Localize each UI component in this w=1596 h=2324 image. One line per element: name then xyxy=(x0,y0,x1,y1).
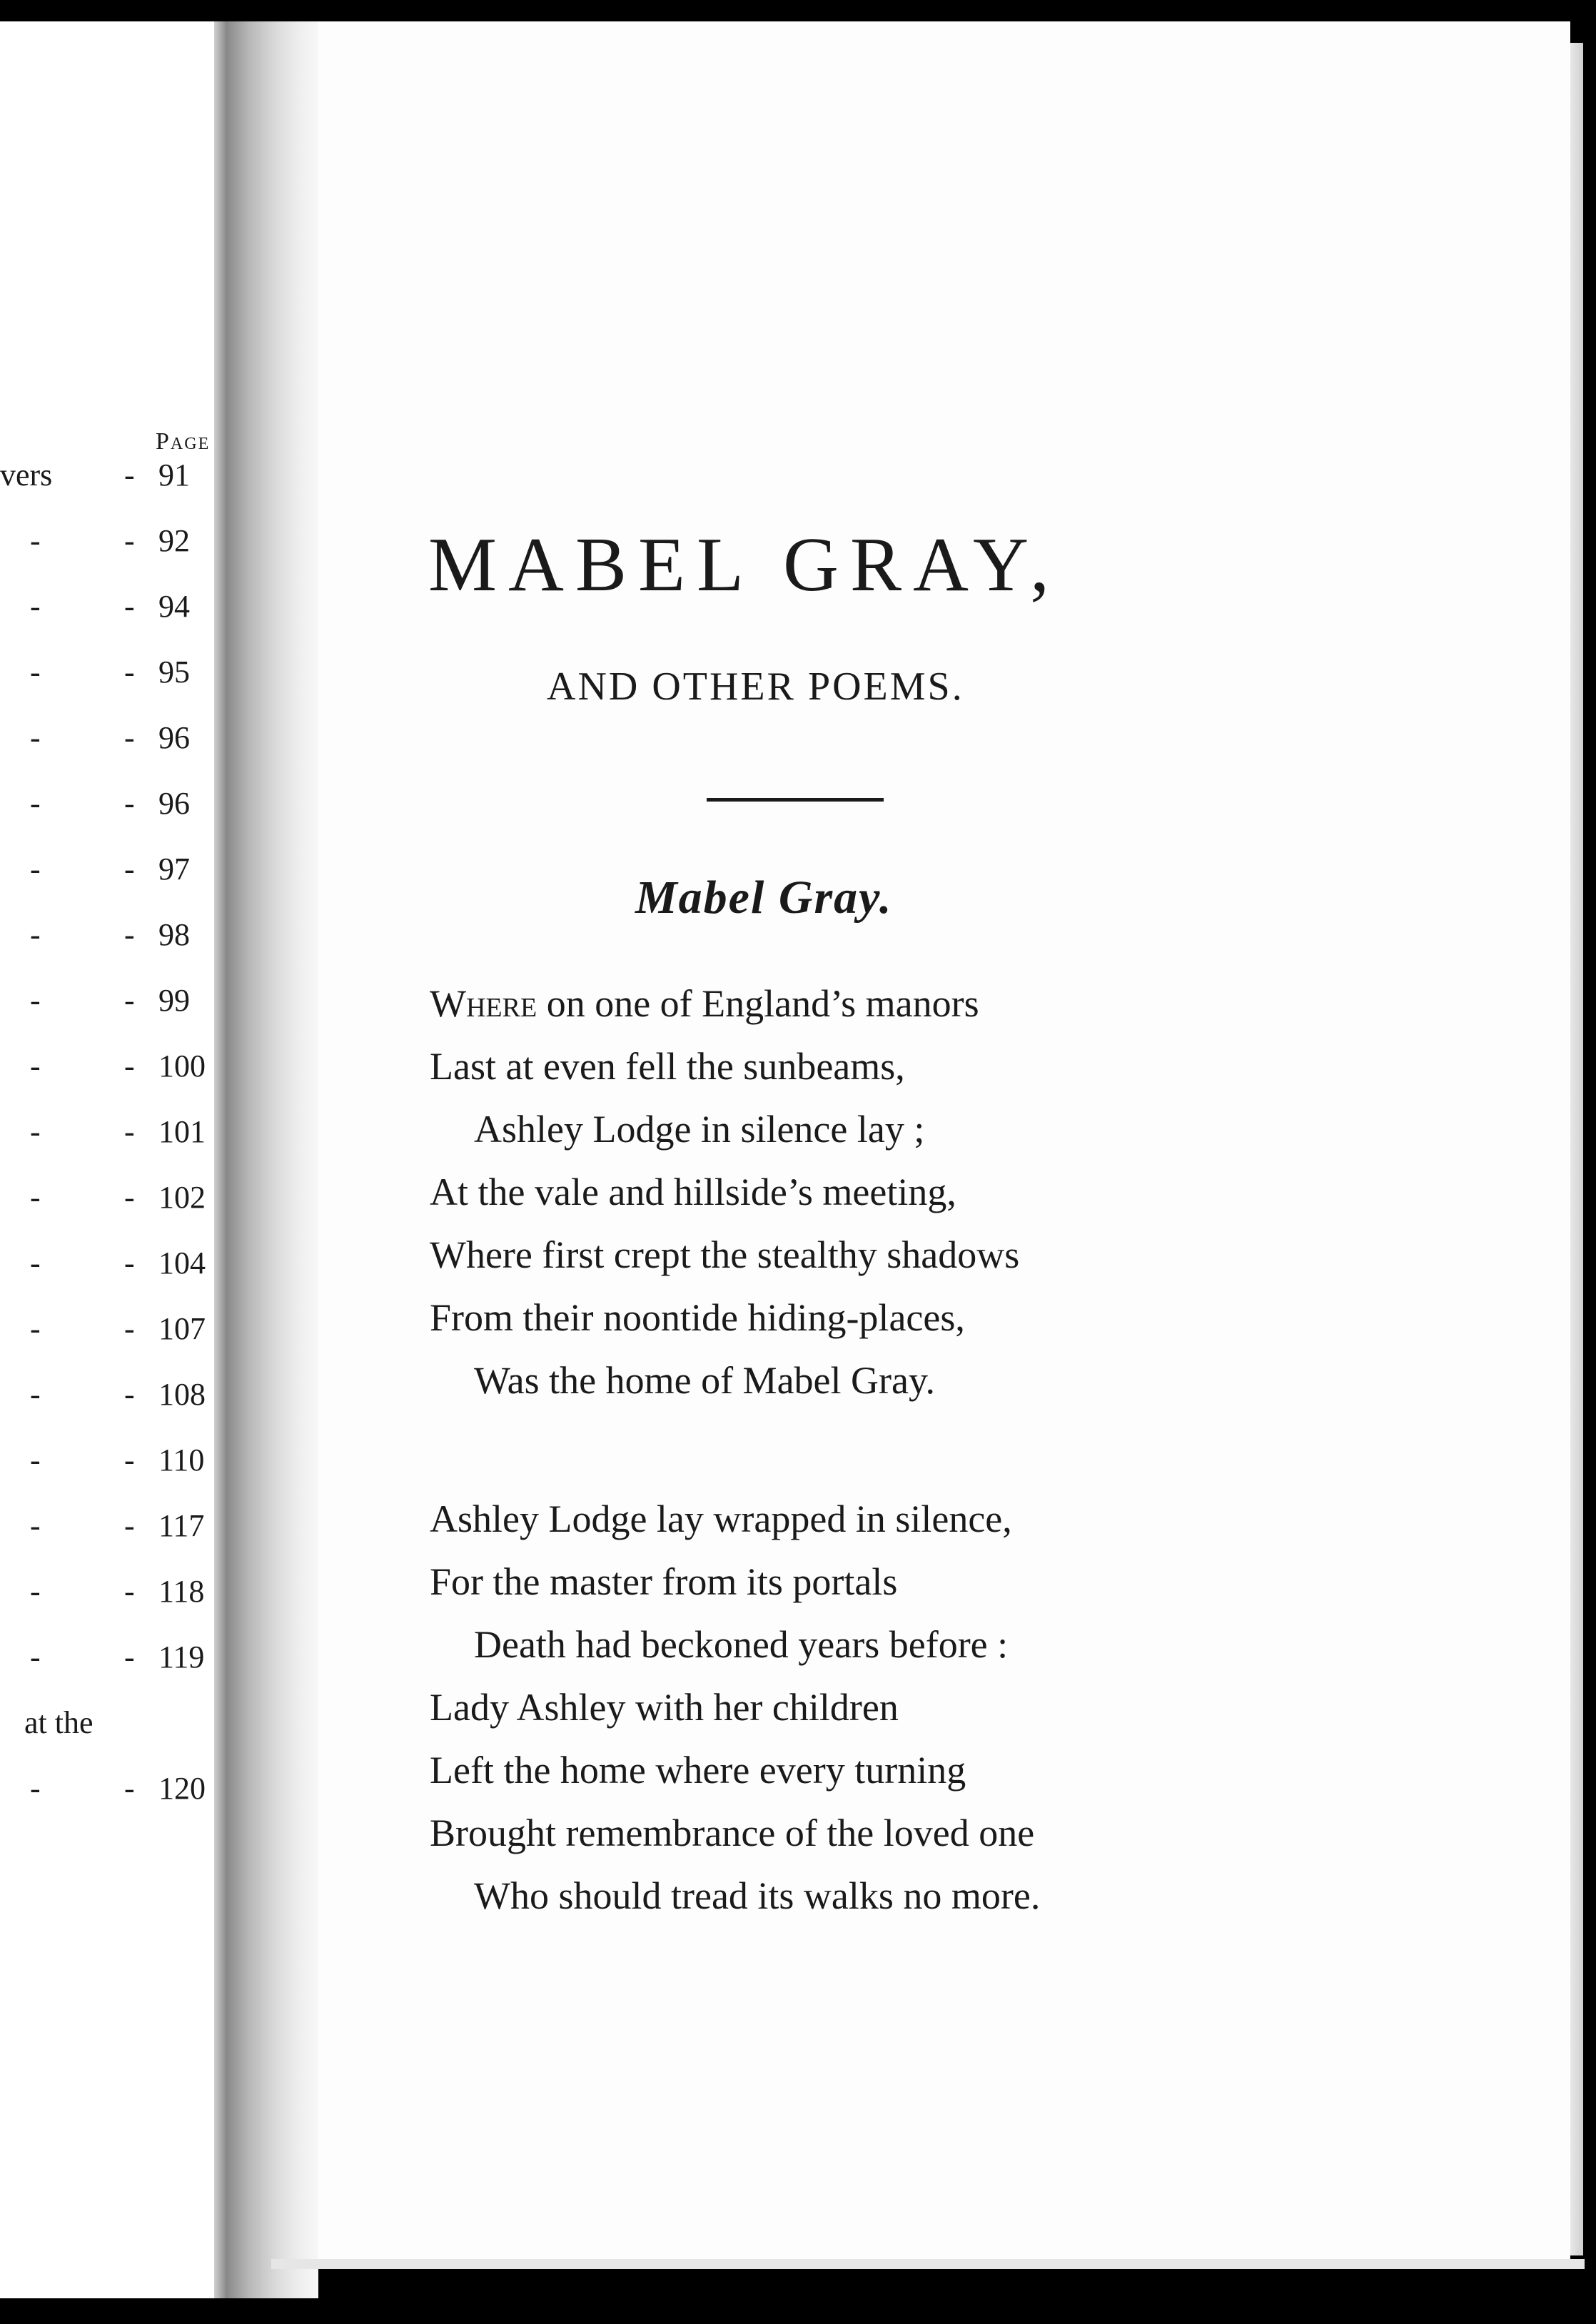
toc-row xyxy=(0,1376,227,1419)
verse-line xyxy=(430,1170,956,1214)
toc-row xyxy=(0,654,227,697)
toc-page-number: 108 xyxy=(158,1377,206,1412)
book-title: MABEL GRAY, xyxy=(428,522,1061,607)
toc-leader: - xyxy=(124,589,135,624)
toc-leader: - xyxy=(124,655,135,689)
toc-leader: - xyxy=(30,1443,41,1477)
title-divider xyxy=(707,798,884,802)
toc-leader: - xyxy=(124,983,135,1018)
toc-page-number: 96 xyxy=(158,786,190,821)
toc-page-number: 96 xyxy=(158,720,190,755)
verse-line xyxy=(474,1107,924,1151)
toc-page-number: 117 xyxy=(158,1508,205,1543)
toc-leader: - xyxy=(30,786,41,821)
toc-leader: - xyxy=(124,1246,135,1280)
verse-line xyxy=(474,1874,1040,1918)
toc-leader: - xyxy=(30,1180,41,1215)
verse-line xyxy=(430,1560,897,1604)
toc-page-number: 118 xyxy=(158,1574,205,1609)
toc-leader: - xyxy=(30,1114,41,1149)
toc-leader: - xyxy=(124,917,135,952)
toc-row xyxy=(0,1048,227,1091)
verse-line xyxy=(430,1748,966,1792)
toc-page-number: 97 xyxy=(158,852,190,886)
toc-page-number: 119 xyxy=(158,1640,205,1674)
toc-leader: - xyxy=(124,720,135,755)
toc-leader: - xyxy=(124,1311,135,1346)
toc-row xyxy=(0,1442,227,1485)
toc-row xyxy=(0,1704,227,1747)
toc-page-number: 98 xyxy=(158,917,190,952)
verse-text: Death had beckoned years before : xyxy=(474,1623,1009,1666)
verse-text: Left the home where every turning xyxy=(430,1749,966,1792)
toc-leader: - xyxy=(124,1049,135,1083)
toc-row xyxy=(0,1770,227,1813)
toc-row xyxy=(0,851,227,894)
toc-leader: - xyxy=(124,1443,135,1477)
verse-line xyxy=(430,981,979,1026)
verse-text: From their noontide hiding-places, xyxy=(430,1296,965,1339)
verse-text: Ashley Lodge lay wrapped in silence, xyxy=(430,1497,1012,1540)
poem-title: Mabel Gray. xyxy=(635,872,893,924)
toc-row xyxy=(0,522,227,565)
toc-page-number: 92 xyxy=(158,523,190,558)
verse-text: Was the home of Mabel Gray. xyxy=(474,1359,935,1402)
toc-page-number: 91 xyxy=(158,458,190,492)
toc-row xyxy=(0,1573,227,1616)
toc-leader: - xyxy=(124,1180,135,1215)
toc-leader: - xyxy=(124,1771,135,1806)
toc-page-number: 94 xyxy=(158,589,190,624)
toc-row xyxy=(0,1245,227,1288)
toc-leader: - xyxy=(124,786,135,821)
verse-text: Where first crept the stealthy shadows xyxy=(430,1233,1020,1276)
toc-page-number: 101 xyxy=(158,1114,206,1149)
verse-text: on one of England’s manors xyxy=(537,982,979,1025)
toc-leader: - xyxy=(30,1246,41,1280)
toc-page-number: 99 xyxy=(158,983,190,1018)
toc-row xyxy=(0,785,227,828)
verse-text: At the vale and hillside’s meeting, xyxy=(430,1171,956,1213)
toc-leader: - xyxy=(124,1574,135,1609)
toc-leader: - xyxy=(30,1574,41,1609)
verse-line xyxy=(474,1358,935,1403)
verse-line xyxy=(430,1811,1034,1855)
toc-leader: - xyxy=(30,1311,41,1346)
toc-row xyxy=(0,916,227,959)
toc-leader: - xyxy=(30,1640,41,1674)
toc-leader: - xyxy=(124,1508,135,1543)
toc-leader: - xyxy=(30,720,41,755)
verse-line xyxy=(430,1295,965,1340)
toc-page-number: 107 xyxy=(158,1311,206,1346)
toc-row-title: vers xyxy=(0,458,53,492)
verse-line xyxy=(430,1685,899,1729)
toc-row xyxy=(0,588,227,631)
toc-row xyxy=(0,719,227,762)
left-page xyxy=(0,21,227,2298)
verse-text: Lady Ashley with her children xyxy=(430,1686,899,1729)
toc-row-title: at the xyxy=(24,1705,94,1740)
verse-text: Ashley Lodge in silence lay ; xyxy=(474,1108,925,1151)
toc-row xyxy=(0,457,227,500)
verse-line xyxy=(474,1622,1008,1667)
toc-leader: - xyxy=(124,458,135,492)
toc-row xyxy=(0,1113,227,1156)
toc-leader: - xyxy=(124,852,135,886)
toc-leader: - xyxy=(30,1771,41,1806)
toc-leader: - xyxy=(30,1049,41,1083)
page-edge xyxy=(1570,43,1583,2255)
book-subtitle: AND OTHER POEMS. xyxy=(547,665,964,709)
toc-leader: - xyxy=(124,523,135,558)
toc-row xyxy=(0,1179,227,1222)
toc-page-number: 120 xyxy=(158,1771,206,1806)
toc-leader: - xyxy=(30,589,41,624)
toc-leader: - xyxy=(124,1640,135,1674)
toc-row xyxy=(0,1639,227,1682)
toc-leader: - xyxy=(30,1508,41,1543)
toc-page-number: 100 xyxy=(158,1049,206,1083)
verse-line xyxy=(430,1044,905,1088)
verse-text: For the master from its portals xyxy=(430,1560,898,1603)
toc-page-number: 104 xyxy=(158,1246,206,1280)
verse-line xyxy=(430,1233,1019,1277)
toc-page-number: 102 xyxy=(158,1180,206,1215)
page-gutter xyxy=(227,21,318,2298)
toc-leader: - xyxy=(30,917,41,952)
toc-leader: - xyxy=(30,983,41,1018)
verse-initial-word: Where xyxy=(430,982,537,1025)
toc-leader: - xyxy=(124,1114,135,1149)
toc-leader: - xyxy=(30,523,41,558)
page-bottom-edge xyxy=(271,2259,1585,2269)
verse-text: Brought remembrance of the loved one xyxy=(430,1812,1035,1854)
toc-row xyxy=(0,982,227,1025)
toc-leader: - xyxy=(30,1377,41,1412)
toc-leader: - xyxy=(30,655,41,689)
toc-row xyxy=(0,1310,227,1353)
toc-leader: - xyxy=(124,1377,135,1412)
toc-page-number: 110 xyxy=(158,1443,205,1477)
toc-row xyxy=(0,1507,227,1550)
verse-text: Last at even fell the sunbeams, xyxy=(430,1045,905,1088)
toc-leader: - xyxy=(30,852,41,886)
toc-page-number: 95 xyxy=(158,655,190,689)
verse-text: Who should tread its walks no more. xyxy=(474,1874,1041,1917)
toc-page-header: Page xyxy=(156,428,211,455)
verse-line xyxy=(430,1497,1012,1541)
